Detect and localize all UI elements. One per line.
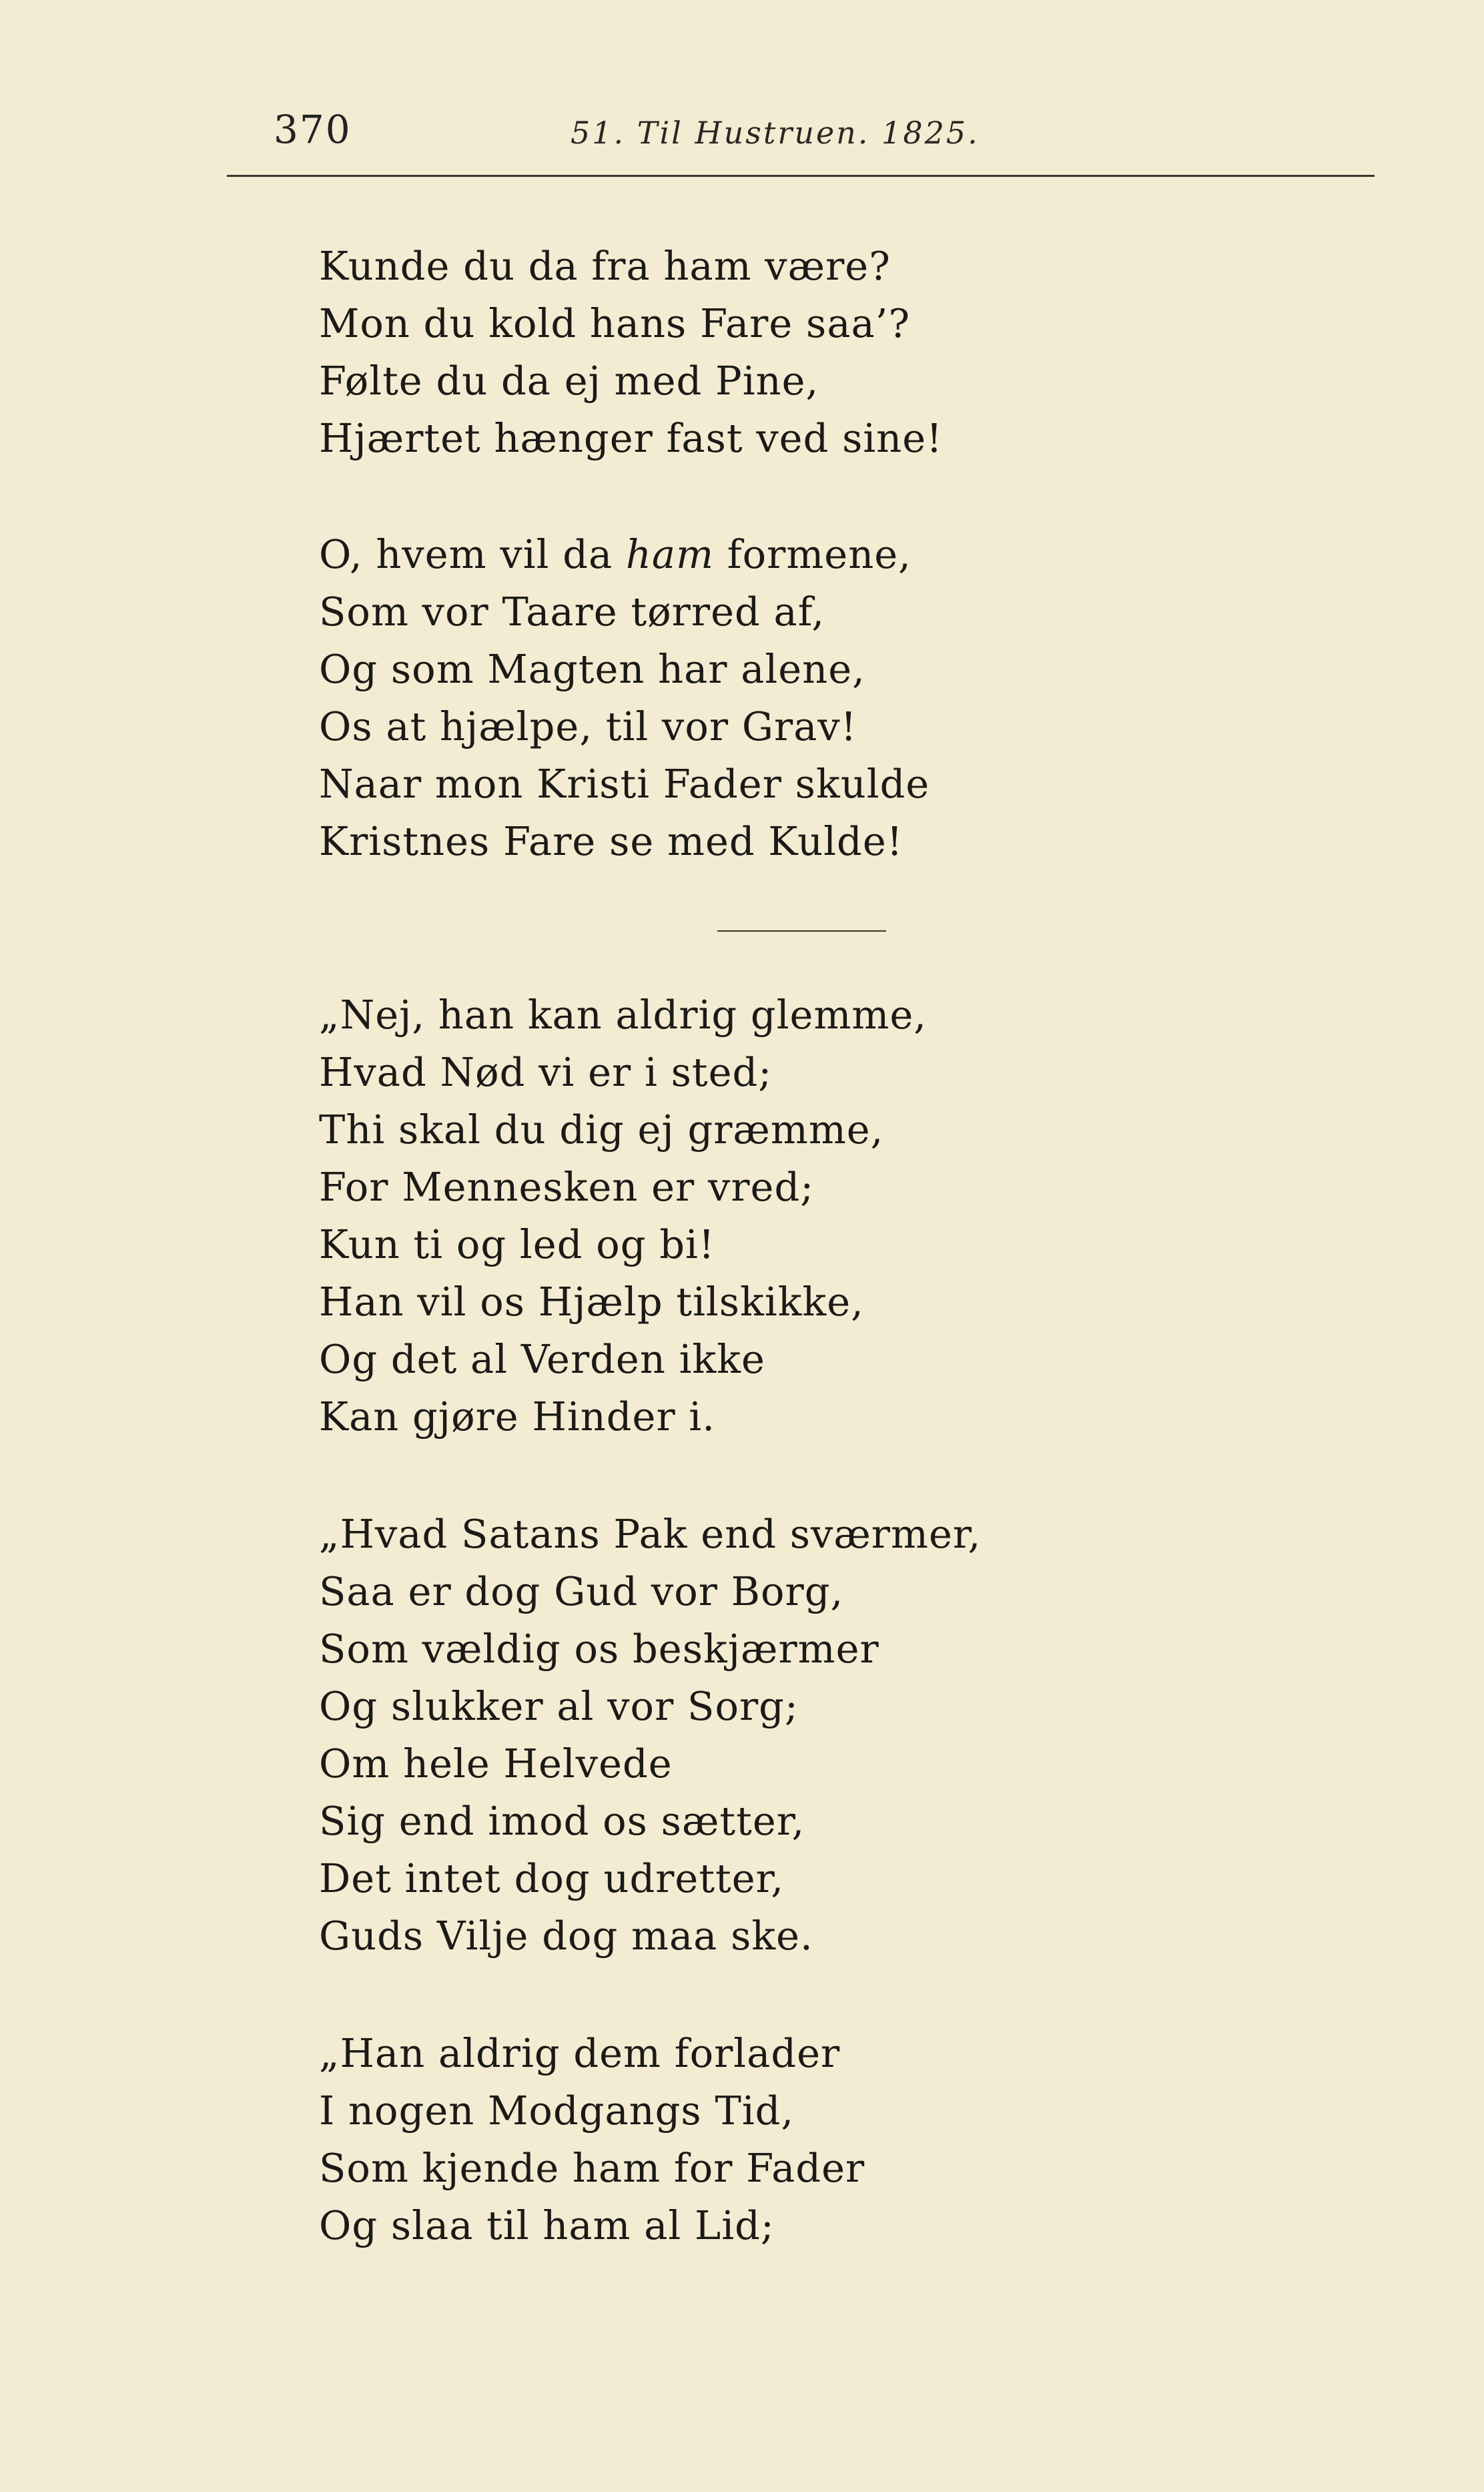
verse-line: Som kjende ham for Fader (319, 2145, 865, 2191)
italic-word: ham (625, 531, 715, 577)
header-rule (227, 175, 1375, 177)
verse-line: Saa er dog Gud vor Borg, (319, 1568, 844, 1614)
verse-line: Og det al Verden ikke (319, 1336, 765, 1382)
verse-line: Som vor Taare tørred af, (319, 589, 825, 635)
verse-line: Kunde du da fra ham være? (319, 243, 891, 289)
stanza-1 (319, 238, 1387, 467)
stanza-4 (319, 1506, 1387, 1965)
verse-line: Sig end imod os sætter, (319, 1798, 805, 1844)
page-number: 370 (274, 107, 352, 152)
stanza-5 (319, 2025, 1387, 2254)
verse-line: Og slukker al vor Sorg; (319, 1683, 799, 1729)
verse-line: Thi skal du dig ej græmme, (319, 1107, 884, 1153)
verse-line: For Mennesken er vred; (319, 1164, 815, 1210)
verse-line: Hjærtet hænger fast ved sine! (319, 415, 943, 461)
verse-line: Om hele Helvede (319, 1741, 673, 1787)
verse-line: Kan gjøre Hinder i. (319, 1393, 716, 1440)
verse-line: „Hvad Satans Pak end sværmer, (319, 1511, 982, 1557)
verse-line: Os at hjælpe, til vor Grav! (319, 703, 857, 749)
stanza-2 (319, 526, 1387, 870)
verse-line: Som vældig os beskjærmer (319, 1626, 879, 1672)
verse-text: O, hvem vil da (319, 531, 626, 577)
verse-line: Han vil os Hjælp tilskikke, (319, 1279, 864, 1325)
verse-line: Naar mon Kristi Fader skulde (319, 761, 930, 807)
verse-line: „Nej, han kan aldrig glemme, (319, 992, 928, 1038)
verse-line: Og slaa til ham al Lid; (319, 2202, 775, 2248)
running-head (0, 100, 1484, 160)
stanza-3 (319, 986, 1387, 1446)
verse-line (319, 526, 1387, 583)
verse-line: Kun ti og led og bi! (319, 1221, 715, 1267)
verse-line: Kristnes Fare se med Kulde! (319, 818, 903, 864)
verse-text: formene, (714, 531, 911, 577)
verse-line: Mon du kold hans Fare saa’? (319, 300, 911, 346)
verse-line: Guds Vilje dog maa ske. (319, 1913, 813, 1959)
running-title: 51. Til Hustruen. 1825. (571, 115, 980, 151)
verse-line: „Han aldrig dem forlader (319, 2030, 841, 2076)
verse-line: Og som Magten har alene, (319, 646, 865, 692)
verse-line: Det intet dog udretter, (319, 1855, 785, 1901)
verse-line: I nogen Modgangs Tid, (319, 2088, 795, 2134)
section-divider (717, 930, 886, 932)
verse-line: Hvad Nød vi er i sted; (319, 1049, 773, 1095)
verse-line: Følte du da ej med Pine, (319, 358, 819, 404)
